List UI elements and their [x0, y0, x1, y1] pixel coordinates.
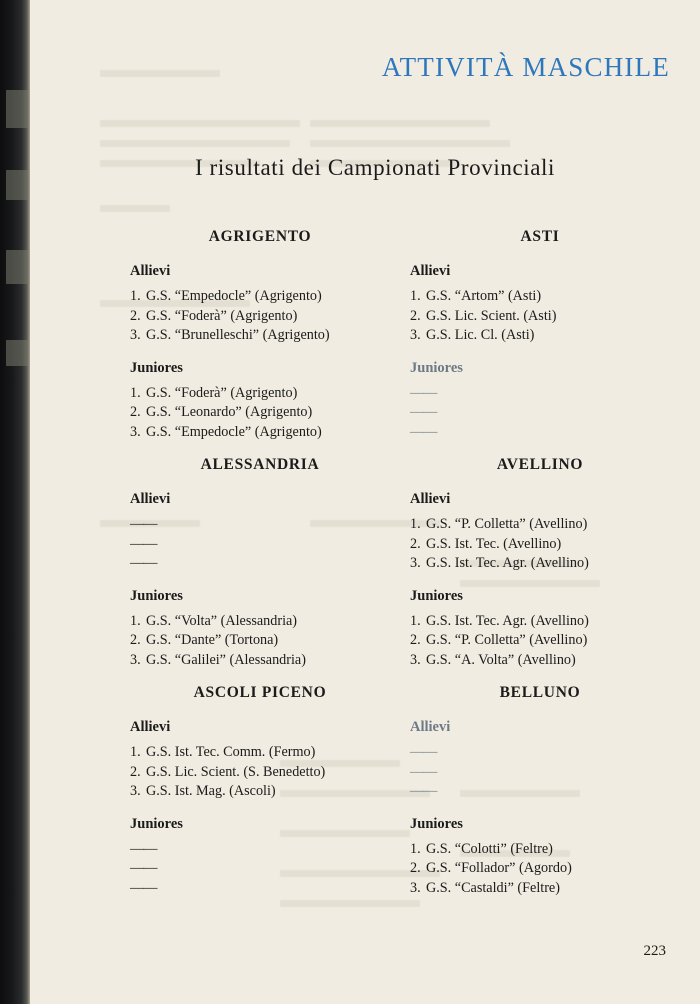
rank-number: 3. — [130, 327, 141, 343]
page-surface — [30, 0, 700, 1004]
province-name: ASCOLI PICENO — [193, 684, 327, 701]
empty-placeholder-list — [110, 515, 410, 574]
empty-placeholder: —— — [410, 384, 437, 401]
rank-number: 3. — [130, 783, 141, 799]
team-name: G.S. Lic. Cl. (Asti) — [426, 327, 535, 343]
ranking-item — [110, 782, 410, 802]
ranking-item — [110, 287, 410, 307]
empty-placeholder: —— — [410, 763, 437, 780]
rank-number: 3. — [130, 423, 141, 440]
column-right — [390, 228, 690, 912]
rank-number: 3. — [410, 327, 421, 343]
ranking-item — [110, 326, 410, 346]
ranking-item — [390, 535, 690, 555]
rank-number: 2. — [130, 763, 141, 780]
team-name: G.S. “Leonardo” (Agrigento) — [146, 404, 313, 420]
team-name: G.S. “Empedocle” (Agrigento) — [146, 288, 322, 304]
team-name: G.S. “Foderà” (Agrigento) — [146, 307, 298, 324]
ranking-list — [390, 515, 690, 574]
ranking-item — [110, 307, 410, 327]
team-name: G.S. Lic. Scient. (Asti) — [426, 307, 557, 324]
ranking-item — [390, 554, 690, 574]
province-name: ALESSANDRIA — [200, 456, 320, 473]
rank-number: 1. — [130, 744, 141, 760]
province-block — [110, 456, 410, 670]
page-number: 223 — [643, 943, 666, 959]
rank-number: 1. — [410, 288, 421, 304]
ranking-item — [110, 743, 410, 763]
category-label: Juniores — [130, 359, 183, 376]
empty-placeholder: —— — [130, 516, 157, 532]
team-name: G.S. “Castaldi” (Feltre) — [426, 879, 560, 896]
category-label: Juniores — [410, 359, 463, 376]
rank-number: 2. — [410, 860, 421, 876]
team-name: G.S. “P. Colletta” (Avellino) — [426, 632, 588, 648]
rank-number: 1. — [130, 612, 141, 629]
page-title: I risultati dei Campionati Provinciali — [194, 155, 556, 180]
ranking-item — [390, 859, 690, 879]
team-name: G.S. “Brunelleschi” (Agrigento) — [146, 327, 330, 343]
team-name: G.S. “A. Volta” (Avellino) — [426, 651, 576, 668]
team-name: G.S. “Foderà” (Agrigento) — [146, 384, 298, 401]
team-name: G.S. “Empedocle” (Agrigento) — [146, 423, 322, 440]
rank-number: 2. — [410, 632, 421, 648]
team-name: G.S. Ist. Tec. Comm. (Fermo) — [146, 744, 316, 760]
rank-number: 2. — [130, 404, 141, 420]
ranking-item — [110, 612, 410, 632]
empty-placeholder: —— — [130, 860, 157, 876]
ranking-list — [390, 612, 690, 671]
team-name: G.S. Ist. Tec. Agr. (Avellino) — [426, 612, 589, 629]
empty-placeholder-list — [390, 384, 690, 443]
province-block — [110, 684, 410, 898]
category-label: Juniores — [410, 815, 463, 832]
ranking-item — [390, 307, 690, 327]
ranking-list — [110, 287, 410, 346]
ranking-item — [390, 515, 690, 535]
empty-placeholder: —— — [410, 783, 437, 799]
team-name: G.S. “Galilei” (Alessandria) — [146, 651, 306, 668]
scan-artifact — [6, 170, 28, 200]
rank-number: 1. — [130, 384, 141, 401]
ranking-item — [390, 631, 690, 651]
team-name: G.S. Ist. Tec. Agr. (Avellino) — [426, 555, 589, 571]
scan-artifact — [6, 250, 28, 284]
ranking-item — [110, 763, 410, 783]
scan-artifact — [6, 90, 28, 128]
ranking-item — [390, 651, 690, 671]
empty-placeholder: —— — [410, 423, 437, 440]
empty-placeholder: —— — [130, 535, 157, 552]
rank-number: 3. — [410, 879, 421, 896]
ranking-list — [110, 612, 410, 671]
empty-placeholder: —— — [410, 404, 437, 420]
empty-placeholder: —— — [130, 840, 157, 857]
category-label: Juniores — [130, 587, 183, 604]
scan-edge — [0, 0, 30, 1004]
ranking-item — [110, 384, 410, 404]
category-label: Allievi — [130, 719, 171, 735]
ranking-item — [110, 403, 410, 423]
ranking-item — [110, 423, 410, 443]
ranking-list — [390, 287, 690, 346]
rank-number: 3. — [410, 651, 421, 668]
team-name: G.S. Lic. Scient. (S. Benedetto) — [146, 763, 326, 780]
category-label: Allievi — [130, 491, 171, 507]
team-name: G.S. Ist. Mag. (Ascoli) — [146, 783, 276, 799]
province-name: ASTI — [520, 228, 560, 245]
ranking-list — [110, 384, 410, 443]
team-name: G.S. “Colotti” (Feltre) — [426, 840, 553, 857]
ranking-item — [390, 840, 690, 860]
team-name: G.S. “P. Colletta” (Avellino) — [426, 516, 588, 532]
ranking-item — [390, 879, 690, 899]
empty-placeholder-list — [110, 840, 410, 899]
team-name: G.S. “Follador” (Agordo) — [426, 860, 572, 876]
team-name: G.S. “Artom” (Asti) — [426, 288, 542, 304]
ranking-list — [390, 840, 690, 899]
province-name: BELLUNO — [499, 684, 581, 701]
category-label: Allievi — [130, 263, 171, 279]
rank-number: 1. — [410, 516, 421, 532]
rank-number: 3. — [410, 555, 421, 571]
rank-number: 1. — [410, 840, 421, 857]
ranking-item — [110, 631, 410, 651]
empty-placeholder: —— — [130, 879, 157, 896]
province-block — [390, 684, 690, 898]
section-title: ATTIVITÀ MASCHILE — [381, 52, 670, 82]
province-name: AGRIGENTO — [208, 228, 312, 245]
team-name: G.S. Ist. Tec. (Avellino) — [426, 535, 562, 552]
rank-number: 2. — [410, 535, 421, 552]
category-label: Juniores — [130, 815, 183, 832]
ranking-item — [390, 326, 690, 346]
category-label: Allievi — [410, 719, 451, 735]
category-label: Allievi — [410, 263, 451, 279]
province-block — [390, 456, 690, 670]
rank-number: 1. — [130, 288, 141, 304]
rank-number: 3. — [130, 651, 141, 668]
category-label: Juniores — [410, 587, 463, 604]
empty-placeholder: —— — [410, 744, 437, 760]
province-block — [110, 228, 410, 442]
empty-placeholder: —— — [130, 555, 157, 571]
rank-number: 2. — [130, 632, 141, 648]
rank-number: 1. — [410, 612, 421, 629]
province-block — [390, 228, 690, 442]
ranking-item — [390, 287, 690, 307]
rank-number: 2. — [130, 307, 141, 324]
empty-placeholder-list — [390, 743, 690, 802]
province-name: AVELLINO — [496, 456, 584, 473]
team-name: G.S. “Volta” (Alessandria) — [146, 612, 298, 629]
rank-number: 2. — [410, 307, 421, 324]
ranking-item — [110, 651, 410, 671]
team-name: G.S. “Dante” (Tortona) — [146, 632, 279, 648]
ranking-list — [110, 743, 410, 802]
column-left — [110, 228, 410, 912]
category-label: Allievi — [410, 491, 451, 507]
scan-artifact — [6, 340, 28, 366]
ranking-item — [390, 612, 690, 632]
